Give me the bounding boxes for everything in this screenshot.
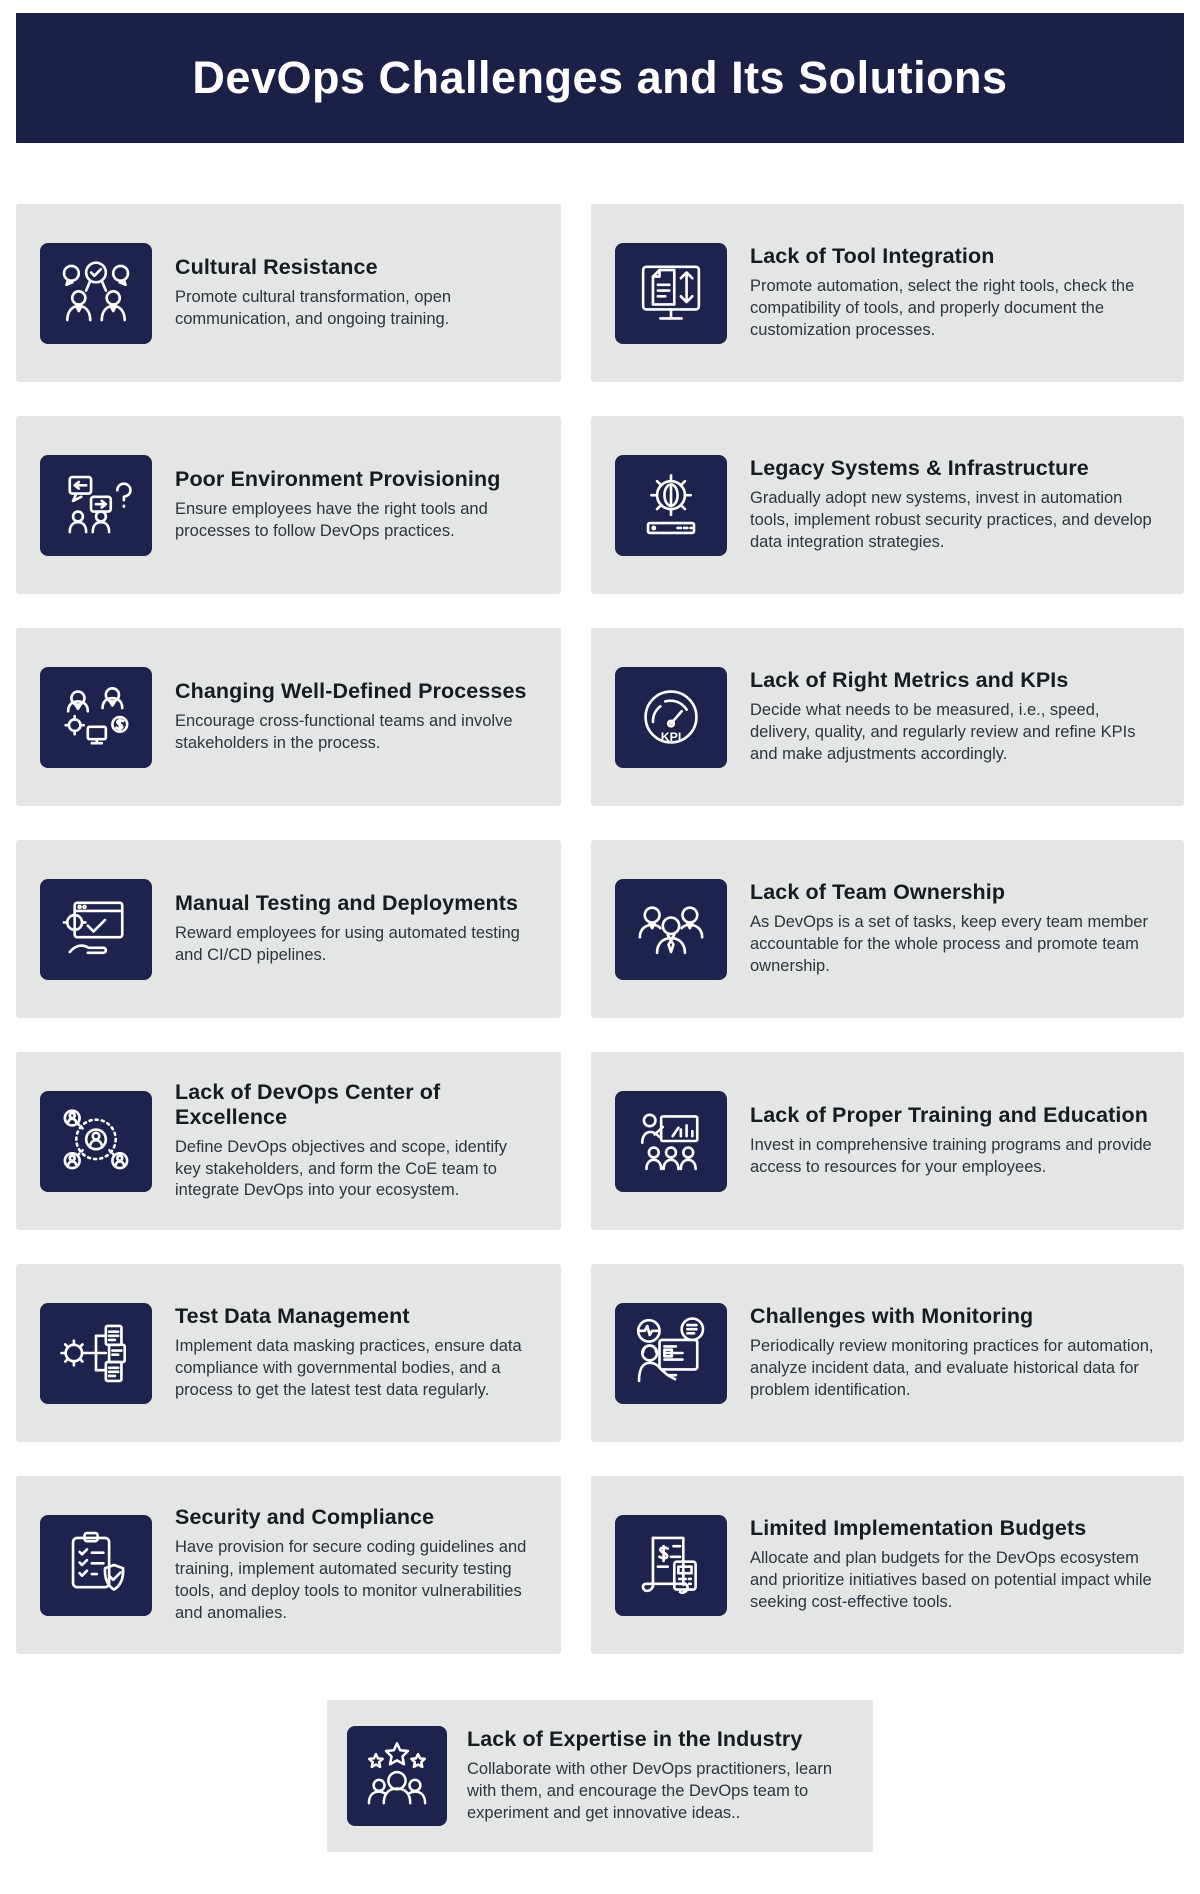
challenge-card [16, 204, 561, 382]
card-title: Lack of Right Metrics and KPIs [750, 668, 1069, 693]
challenge-card [591, 416, 1184, 594]
cards-grid [16, 204, 1184, 1654]
industry-expertise-icon [358, 1737, 436, 1815]
icon-box [615, 455, 727, 556]
icon-box [615, 879, 727, 980]
card-title: Lack of Tool Integration [750, 244, 995, 269]
card-description: Ensure employees have the right tools and processes to follow DevOps practices. [175, 500, 488, 540]
challenge-card [16, 416, 561, 594]
svg-text:KPI: KPI [660, 729, 682, 744]
card-text [750, 880, 1160, 977]
card-description: Gradually adopt new systems, invest in automation tools, implement robust security practices, and develop data integration strategies. [750, 489, 1152, 551]
card-text [750, 1516, 1160, 1613]
challenge-card [591, 1264, 1184, 1442]
legacy-systems-icon [630, 464, 712, 546]
card-text [175, 1080, 537, 1202]
challenge-card [327, 1700, 873, 1852]
card-title: Cultural Resistance [175, 255, 378, 280]
card-text [175, 891, 537, 967]
challenge-card [591, 1476, 1184, 1654]
process-change-icon [55, 676, 137, 758]
security-compliance-icon [55, 1524, 137, 1606]
card-title: Security and Compliance [175, 1505, 435, 1530]
card-description: As DevOps is a set of tasks, keep every team member accountable for the whole process and promote team ownership. [750, 913, 1148, 975]
card-description: Periodically review monitoring practices for automation, analyze incident data, and evaluate historical data for problem identification. [750, 1337, 1154, 1399]
card-description: Define DevOps objectives and scope, identify key stakeholders, and form the CoE team to integrate DevOps into your ecosystem. [175, 1137, 508, 1200]
card-text [750, 456, 1160, 553]
card-description: Decide what needs to be measured, i.e., speed, delivery, quality, and regularly review and refine KPIs and make adjustments accordingly. [750, 701, 1136, 763]
card-description: Collaborate with other DevOps practitioners, learn with them, and encourage the DevOps team to experiment and get innovative ideas.. [467, 1760, 833, 1822]
icon-box [40, 879, 152, 980]
training-presentation-icon [630, 1100, 712, 1182]
card-title: Changing Well-Defined Processes [175, 679, 527, 704]
budget-icon [630, 1524, 712, 1606]
card-title: Lack of Proper Training and Education [750, 1103, 1148, 1128]
challenge-card [16, 628, 561, 806]
icon-box [347, 1726, 447, 1826]
icon-box [615, 1303, 727, 1404]
card-title: Lack of DevOps Center of Excellence [175, 1079, 441, 1129]
coe-network-icon [55, 1100, 137, 1182]
icon-box [615, 1091, 727, 1192]
card-text [175, 679, 537, 755]
icon-box [40, 1303, 152, 1404]
card-title: Test Data Management [175, 1304, 410, 1329]
cultural-resistance-icon [55, 252, 137, 334]
card-text [175, 1304, 537, 1401]
icon-box [40, 1091, 152, 1192]
card-title: Manual Testing and Deployments [175, 891, 519, 916]
challenge-card [16, 1476, 561, 1654]
automated-testing-icon [55, 888, 137, 970]
card-description: Invest in comprehensive training programs and provide access to resources for your employees. [750, 1136, 1152, 1176]
challenge-card [591, 204, 1184, 382]
header-banner [16, 13, 1184, 143]
card-title: Lack of Expertise in the Industry [467, 1727, 803, 1752]
card-text [175, 467, 537, 543]
card-description: Promote cultural transformation, open communication, and ongoing training. [175, 288, 452, 328]
card-text [750, 244, 1160, 341]
card-title: Challenges with Monitoring [750, 1304, 1034, 1329]
card-title: Poor Environment Provisioning [175, 467, 501, 492]
card-title: Lack of Team Ownership [750, 880, 1006, 905]
challenge-card [591, 840, 1184, 1018]
page-title: DevOps Challenges and Its Solutions [192, 52, 1008, 103]
icon-box [615, 1515, 727, 1616]
challenge-card [16, 1264, 561, 1442]
bottom-row [16, 1700, 1184, 1852]
card-text [175, 1505, 537, 1624]
tool-integration-icon [630, 252, 712, 334]
icon-box [40, 455, 152, 556]
card-description: Implement data masking practices, ensure data compliance with governmental bodies, and a process to get the latest test data regularly. [175, 1337, 522, 1399]
challenge-card [591, 1052, 1184, 1230]
monitoring-icon [630, 1312, 712, 1394]
icon-box [615, 243, 727, 344]
environment-provisioning-icon [55, 464, 137, 546]
kpi-gauge-icon [630, 676, 712, 758]
card-title: Legacy Systems & Infrastructure [750, 456, 1089, 481]
icon-box [40, 667, 152, 768]
icon-box [615, 667, 727, 768]
test-data-icon [55, 1312, 137, 1394]
card-text [750, 668, 1160, 765]
card-description: Allocate and plan budgets for the DevOps ecosystem and prioritize initiatives based on potential impact while seeking cost-effective tools. [750, 1549, 1152, 1611]
card-title: Limited Implementation Budgets [750, 1516, 1087, 1541]
challenge-card [591, 628, 1184, 806]
card-text [175, 255, 537, 331]
challenge-card [16, 1052, 561, 1230]
challenge-card [16, 840, 561, 1018]
card-description: Reward employees for using automated testing and CI/CD pipelines. [175, 924, 520, 964]
card-description: Have provision for secure coding guidelines and training, implement automated security testing tools, and deploy tools to monitor vulnerabilities and anomalies. [175, 1538, 527, 1622]
icon-box [40, 243, 152, 344]
card-text [750, 1103, 1160, 1179]
card-description: Promote automation, select the right tools, check the compatibility of tools, and properly document the customization processes. [750, 277, 1135, 339]
card-text [467, 1727, 853, 1824]
team-ownership-icon [630, 888, 712, 970]
card-text [750, 1304, 1160, 1401]
icon-box [40, 1515, 152, 1616]
card-description: Encourage cross-functional teams and involve stakeholders in the process. [175, 712, 513, 752]
